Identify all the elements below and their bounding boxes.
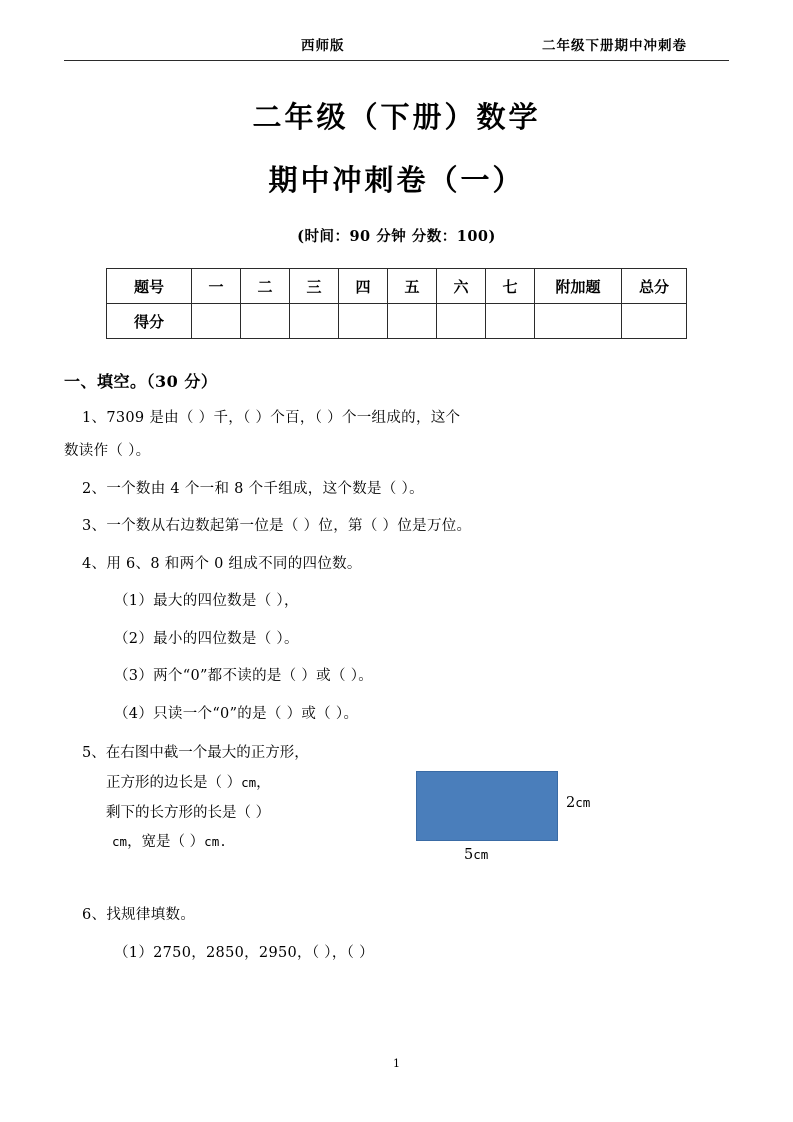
- score-table-col-6: 六: [437, 269, 486, 304]
- question-4-sub-4: （4）只读一个“0”的是（ ）或（ ）。: [114, 705, 359, 722]
- page-title: 二年级（下册）数学: [252, 100, 541, 134]
- figure-width-label: [464, 847, 488, 863]
- question-5-line-4-unit: cm: [112, 834, 128, 850]
- score-cell-3[interactable]: [290, 304, 339, 339]
- score-table-row-label-1: 题号: [107, 269, 192, 304]
- question-5-line-3: 剩下的长方形的长是（ ）: [106, 804, 271, 821]
- question-1-line-2: 数读作（ ）。: [64, 443, 151, 460]
- question-4: 4、用 6、8 和两个 0 组成不同的四位数。: [82, 555, 362, 572]
- section-one-title: 一、填空。（30 分）: [64, 372, 218, 391]
- page-header: [64, 34, 729, 61]
- figure-height-unit: cm: [575, 795, 591, 811]
- figure-width-unit: cm: [473, 847, 489, 863]
- score-cell-2[interactable]: [241, 304, 290, 339]
- table-row-scores: [107, 304, 687, 339]
- figure-width-value: 5: [464, 847, 474, 864]
- score-table: [106, 268, 687, 339]
- score-cell-6[interactable]: [437, 304, 486, 339]
- question-1-line-1: 1、7309 是由（ ）千，（ ）个百，（ ）个一组成的，这个: [82, 410, 461, 426]
- question-5-block: [64, 739, 729, 889]
- table-row-header: [107, 269, 687, 304]
- figure-height-value: 2: [566, 795, 576, 812]
- question-5-line-2-unit: cm: [241, 774, 257, 790]
- header-left-text: 西师版: [301, 38, 345, 54]
- score-table-col-extra: 附加题: [535, 269, 622, 304]
- score-table-col-1: 一: [192, 269, 241, 304]
- score-table-row-label-2: 得分: [107, 304, 192, 339]
- question-4-sub-1: （1）最大的四位数是（ ），: [114, 593, 299, 610]
- question-6: 6、找规律填数。: [82, 907, 196, 924]
- score-table-col-7: 七: [486, 269, 535, 304]
- score-cell-7[interactable]: [486, 304, 535, 339]
- question-5-line-2: [82, 769, 442, 799]
- score-cell-1[interactable]: [192, 304, 241, 339]
- score-cell-5[interactable]: [388, 304, 437, 339]
- question-5-line-4: [82, 828, 442, 858]
- header-right-text: 二年级下册期中冲刺卷: [542, 38, 687, 54]
- score-table-col-total: 总分: [622, 269, 687, 304]
- question-5-line-4-unit-2: cm.: [204, 834, 227, 850]
- score-cell-total[interactable]: [622, 304, 687, 339]
- question-5-text: [82, 739, 442, 858]
- score-table-wrapper: [64, 268, 729, 339]
- page-number: 1: [393, 1057, 400, 1070]
- question-5-line-1: 5、在右图中截一个最大的正方形，: [82, 745, 309, 762]
- page-subtitle: 期中冲刺卷（一）: [268, 163, 525, 197]
- rectangle-figure: [416, 771, 558, 841]
- question-4-sub-3: （3）两个“0”都不读的是（ ）或（ ）。: [114, 668, 374, 685]
- question-2: 2、一个数由 4 个一和 8 个千组成，这个数是（ ）。: [82, 480, 424, 497]
- score-table-col-2: 二: [241, 269, 290, 304]
- score-table-col-4: 四: [339, 269, 388, 304]
- exam-info: (时间：90 分钟 分数：100): [297, 228, 496, 245]
- question-5-line-4-text: ，宽是（ ）: [127, 834, 205, 851]
- score-table-col-5: 五: [388, 269, 437, 304]
- question-5-line-2-tail: ，: [256, 774, 271, 791]
- question-4-sub-2: （2）最小的四位数是（ ）。: [114, 630, 299, 647]
- score-cell-extra[interactable]: [535, 304, 622, 339]
- score-table-col-3: 三: [290, 269, 339, 304]
- figure-height-label: [566, 795, 590, 811]
- question-6-sub-1: （1）2750，2850，2950，（ ），（ ）: [114, 944, 374, 961]
- score-cell-4[interactable]: [339, 304, 388, 339]
- question-3: 3、一个数从右边数起第一位是（ ）位，第（ ）位是万位。: [82, 518, 472, 535]
- question-5-line-2-text: 正方形的边长是（ ）: [106, 774, 242, 791]
